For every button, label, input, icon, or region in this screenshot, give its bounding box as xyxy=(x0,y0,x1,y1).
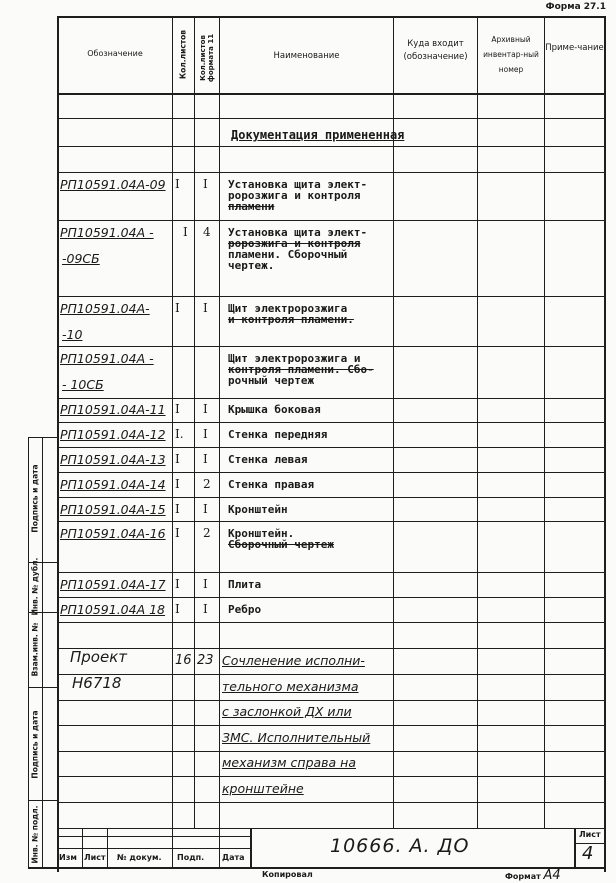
project-designation: Н6718 xyxy=(72,674,122,692)
row-format-count: I xyxy=(203,577,208,591)
row-line xyxy=(57,220,605,221)
tb-vline xyxy=(574,828,576,868)
row-name: Стенка левая xyxy=(228,453,308,466)
row-sheets-count: I xyxy=(175,301,180,315)
row-designation: РП10591.04А-16 xyxy=(60,526,166,541)
project-format: 23 xyxy=(197,653,214,668)
row-name: Крышка боковая xyxy=(228,403,321,416)
row-name: Плита xyxy=(228,578,262,591)
row-name: Стенка передняя xyxy=(228,428,328,441)
row-line xyxy=(57,398,605,399)
project-designation: Проект xyxy=(70,648,128,666)
row-sheets-count: I xyxy=(175,477,180,491)
row-line xyxy=(57,172,605,173)
header-archive: Архивный инвентар-ный номер xyxy=(483,35,539,74)
row-name: Кронштейн. xyxy=(228,527,295,540)
row-format-count: I xyxy=(203,301,208,315)
row-format-count: I xyxy=(203,427,208,441)
tb-list: Лист xyxy=(84,853,106,862)
project-name-line: механизм справа на xyxy=(222,755,356,770)
row-designation: РП10591.04А-14 xyxy=(60,477,166,492)
footer-format-value: А4 xyxy=(543,868,561,883)
row-name: Установка щита элект- xyxy=(228,178,368,191)
tb-sheet-number: 4 xyxy=(582,843,594,864)
row-line xyxy=(57,572,605,573)
header-format11-count: Кол.листов формата 11 xyxy=(199,33,215,83)
row-format-count: 4 xyxy=(203,225,211,239)
row-name: чертеж. xyxy=(228,259,275,272)
row-name: Щит электророзжига и xyxy=(228,352,361,365)
row-format-count: I xyxy=(203,502,208,516)
row-name: Сборочный чертеж xyxy=(228,538,334,551)
tb-sign: Подп. xyxy=(177,853,205,862)
row-designation: РП10591.04А - xyxy=(60,351,154,366)
tb-doc-no: № докум. xyxy=(117,853,162,862)
project-name-line: с заслонкой ДХ или xyxy=(222,704,352,719)
row-line xyxy=(57,700,605,701)
header-sheets-count: Кол.листов xyxy=(178,29,188,80)
row-sheets-count: I xyxy=(175,602,180,616)
row-line xyxy=(57,648,605,649)
header-note: Приме-чание xyxy=(545,43,604,53)
row-designation: -09СБ xyxy=(62,251,100,266)
header-bottom xyxy=(57,93,605,95)
row-designation: РП10591.04А - xyxy=(60,225,154,240)
tb-vline xyxy=(107,828,108,868)
row-designation: РП10591.04А 18 xyxy=(60,602,166,617)
row-line xyxy=(57,118,605,119)
tb-date: Дата xyxy=(222,853,245,862)
tb-line xyxy=(57,848,250,849)
footer-format-label: Формат xyxy=(505,872,541,881)
row-sheets-count: I xyxy=(175,452,180,466)
row-format-count: I xyxy=(203,177,208,191)
row-sheets-count: I xyxy=(175,577,180,591)
row-line xyxy=(57,802,605,803)
row-line xyxy=(57,521,605,522)
project-name-line: Сочленение исполни- xyxy=(222,653,365,668)
margin-line-inner xyxy=(42,437,43,868)
footer-copied: Копировал xyxy=(262,870,313,879)
row-sheets-count: I xyxy=(175,402,180,416)
row-name: рочный чертеж xyxy=(228,374,315,387)
row-designation: РП10591.04А-09 xyxy=(60,177,166,192)
side-label-sign-date-1: Подпись и дата xyxy=(30,464,40,533)
row-line xyxy=(57,597,605,598)
frame-left xyxy=(57,16,59,872)
frame-top xyxy=(57,16,605,18)
row-name: Кронштейн xyxy=(228,503,288,516)
row-name: и контроля пламени. xyxy=(228,313,354,326)
project-name-line: кронштейне xyxy=(222,780,304,796)
header-where-used: Куда входит (обозначение) xyxy=(403,39,468,62)
row-designation: РП10591.04А-15 xyxy=(60,502,166,517)
row-name: Щит электророзжига xyxy=(228,302,348,315)
row-line xyxy=(57,346,605,347)
row-name: контроля пламени. Сбо- xyxy=(228,363,374,376)
row-line xyxy=(57,422,605,423)
side-label-replace-inv: Взам.инв. № xyxy=(30,622,40,677)
project-sheets: 16 xyxy=(175,653,192,668)
row-line xyxy=(57,828,605,829)
row-name: Ребро xyxy=(228,603,262,616)
row-sheets-count: I. xyxy=(175,427,184,441)
project-name-line: тельного механизма xyxy=(222,678,359,694)
row-name: Стенка правая xyxy=(228,478,315,491)
row-line xyxy=(57,725,605,726)
header-name: Наименование xyxy=(273,51,340,61)
row-name: Установка щита элект- xyxy=(228,226,368,239)
header-designation: Обозначение xyxy=(87,49,143,58)
row-name: пламени xyxy=(228,200,275,213)
row-line xyxy=(57,751,605,752)
tb-line xyxy=(57,836,250,837)
row-designation: РП10591.04А- xyxy=(60,301,150,316)
row-format-count: 2 xyxy=(203,477,211,491)
row-line xyxy=(57,146,605,147)
header-format11-wrap xyxy=(195,16,219,93)
row-line xyxy=(57,497,605,498)
row-designation: -10 xyxy=(62,327,83,342)
row-name: ророзжига и контроля xyxy=(228,237,361,250)
margin-line-outer xyxy=(28,437,29,868)
footer-format xyxy=(505,868,561,883)
side-label-sign-date-2: Подпись и дата xyxy=(30,710,40,779)
tb-izm: Изм xyxy=(59,853,77,862)
row-name: пламени. Сборочный xyxy=(228,248,348,261)
tb-vline xyxy=(82,828,83,868)
row-designation: - 10СБ xyxy=(62,377,104,392)
row-line xyxy=(57,472,605,473)
tb-vline xyxy=(219,828,220,868)
row-format-count: I xyxy=(203,452,208,466)
row-sheets-count: I xyxy=(175,177,180,191)
row-line xyxy=(57,296,605,297)
side-label-inv-dubl: Инв. № дубл. xyxy=(30,557,40,616)
row-line xyxy=(57,674,605,675)
row-sheets-count: I xyxy=(175,502,180,516)
row-line xyxy=(57,776,605,777)
tb-vline xyxy=(250,828,252,868)
tb-vline xyxy=(172,828,173,868)
row-sheets-count: I xyxy=(175,526,180,540)
form-label: Форма 27.1 xyxy=(545,2,606,12)
row-line xyxy=(57,447,605,448)
frame-right xyxy=(604,16,606,872)
row-designation: РП10591.04А-11 xyxy=(60,402,166,417)
row-designation: РП10591.04А-13 xyxy=(60,452,166,467)
tb-doc-code: 10666. А. ДО xyxy=(330,835,470,857)
section-title: Документация примененная xyxy=(231,128,405,142)
row-name: ророзжига и контроля xyxy=(228,189,361,202)
row-format-count: I xyxy=(203,402,208,416)
row-designation: РП10591.04А-12 xyxy=(60,427,166,442)
side-label-inv-orig: Инв. № подл. xyxy=(30,805,40,864)
tb-sheet-label: Лист xyxy=(579,830,601,839)
margin-top xyxy=(28,437,58,438)
row-line xyxy=(57,622,605,623)
project-name-line: ЗМС. Исполнительный xyxy=(222,729,371,745)
row-designation: РП10591.04А-17 xyxy=(60,577,166,592)
row-sheets-count: I xyxy=(183,225,188,239)
row-format-count: 2 xyxy=(203,526,211,540)
row-format-count: I xyxy=(203,602,208,616)
